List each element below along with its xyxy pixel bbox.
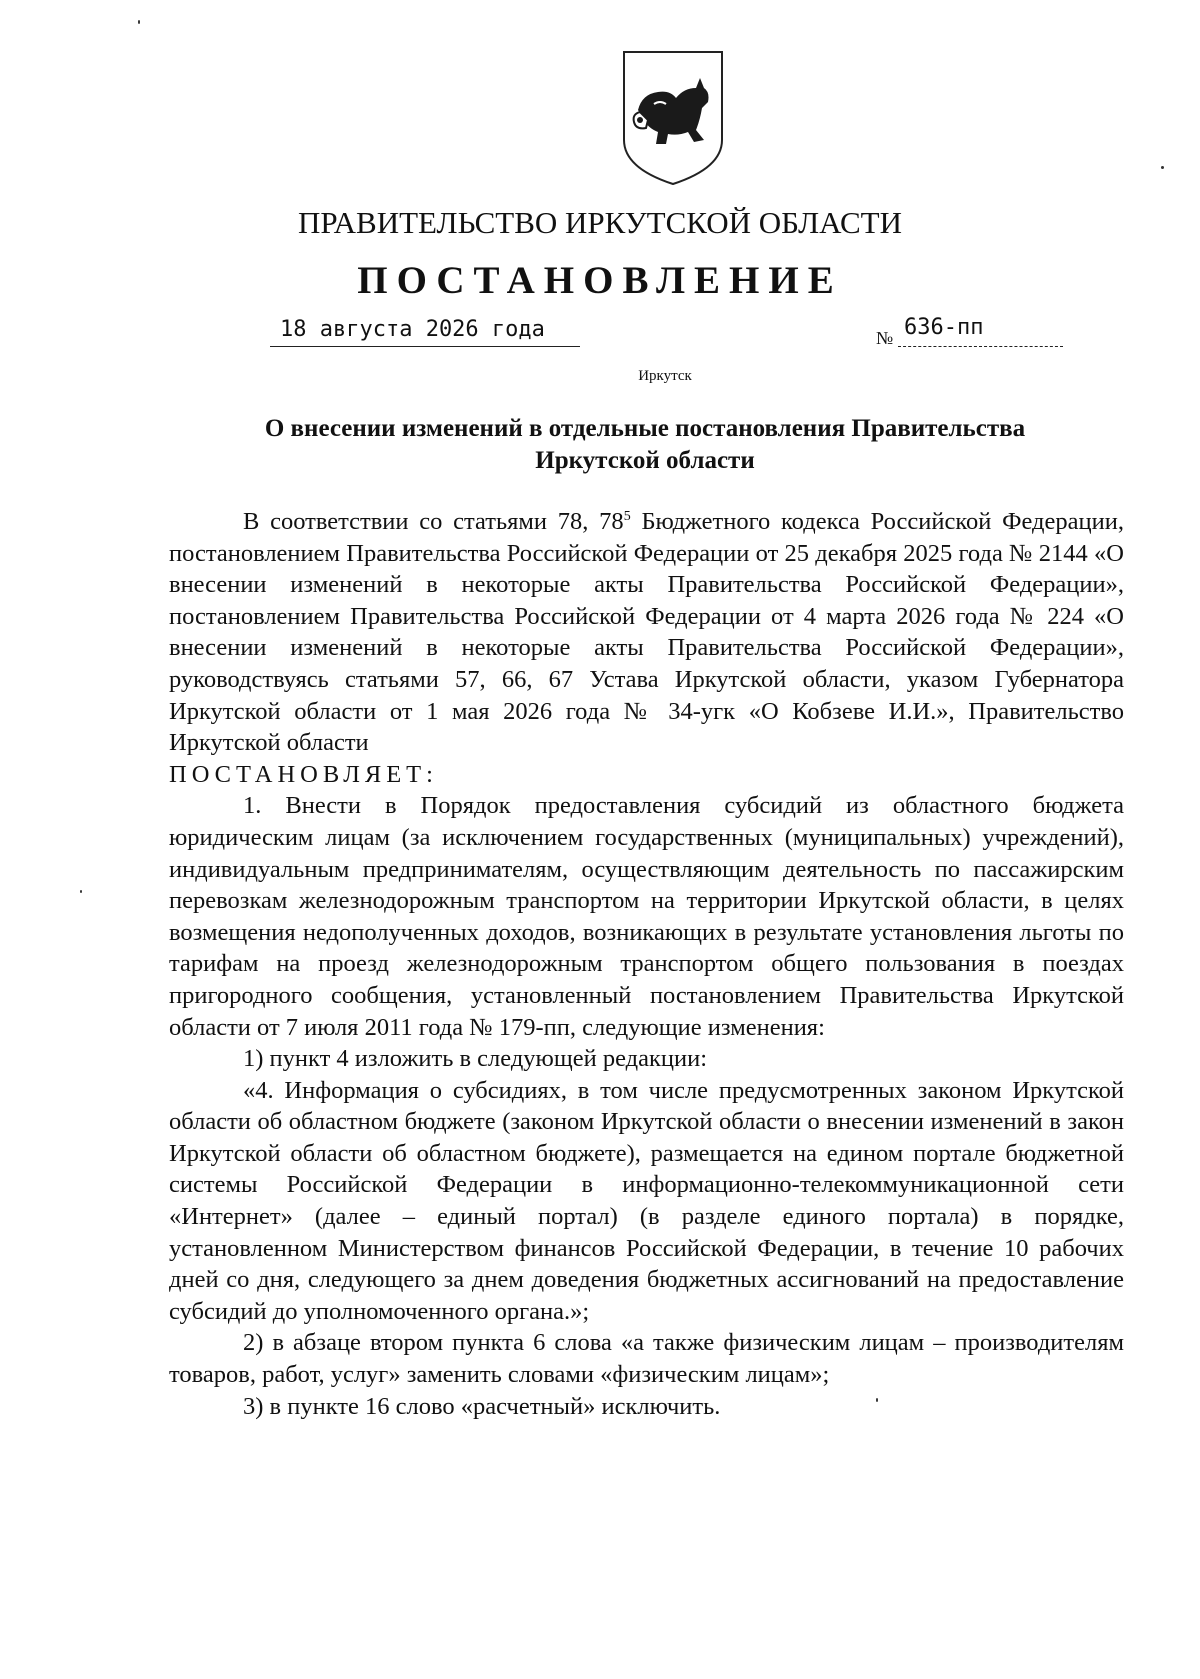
preamble-rest: Бюджетного кодекса Российской Федерации, постановлением Правительства Российской Федерации от 25 декабря 2025 года № 2144 «О внесении изменений в некоторые акты Правительства Российской Федерации», постановлением Правительства Российской Федерации от 4 марта 2026 года № 224 «О внесении изменений в некоторые акты Правительства Российской Федерации», руководствуясь статьями 57, 66, 67 Устава Иркутской области, указом Губернатора Иркутской области от 1 мая 2026 года № 34-угк «О Кобзеве И.И.», Правительство Иркутской области	[169, 508, 1124, 757]
subitem-2-paragraph: 2) в абзаце втором пункта 6 слова «а также физическим лицам – производителям товаров, работ, услуг» заменить словами «физическим лицам»;	[169, 1329, 1124, 1389]
resolve-word: ПОСТАНОВЛЯЕТ:	[169, 760, 438, 788]
item-1-paragraph: 1. Внести в Порядок предоставления субсидий из областного бюджета юридическим лицам (за исключением государственных (муниципальных) учреждений), индивидуальным предпринимателям, осуществляющим деятельность по пассажирским перевозкам железнодорожным транспортом на территории Иркутской области, в целях возмещения недополученных доходов, возникающих в результате установления льготы по тарифам на проезд железнодорожным транспортом общего пользования в поездах пригородного сообщения, установленный постановлением Правительства Иркутской области от 7 июля 2011 года № 179-пп, следующие изменения:	[169, 792, 1124, 1041]
scan-speck	[138, 20, 140, 24]
number-underline	[898, 346, 1063, 347]
scan-speck	[80, 890, 82, 893]
quote-paragraph: «4. Информация о субсидиях, в том числе предусмотренных законом Иркутской области об областном бюджете (законом Иркутской области о внесении изменений в закон Иркутской области об областном бюджете), размещается на едином портале бюджетной системы Российской Федерации в информационно-телекоммуникационной сети «Интернет» (далее – единый портал) (в разделе единого портала) в порядке, установленном Министерством финансов Российской Федерации, в течение 10 рабочих дней со дня, следующего за днем доведения бюджетных ассигнований на предоставление субсидий до уполномоченного органа.»;	[169, 1076, 1124, 1325]
preamble-start: В соответствии со статьями 78, 78	[243, 508, 624, 535]
subitem-3-paragraph: 3) в пункте 16 слово «расчетный» исключить.	[243, 1392, 721, 1420]
subject-line-2: Иркутской области	[535, 447, 755, 474]
document-city: Иркутск	[638, 368, 692, 384]
document-date: 18 августа 2026 года	[280, 317, 545, 342]
document-number: 636-пп	[904, 315, 984, 340]
scan-speck	[876, 1398, 878, 1402]
subject-line-1: О внесении изменений в отдельные постановления Правительства	[264, 415, 1026, 442]
scan-speck	[1161, 166, 1164, 169]
document-subject	[180, 413, 1110, 477]
date-underline	[270, 346, 580, 347]
preamble-paragraph	[169, 506, 1124, 759]
article-superscript: 5	[623, 508, 631, 524]
document-body	[169, 506, 1124, 1422]
subitem-1-paragraph: 1) пункт 4 изложить в следующей редакции:	[243, 1045, 708, 1073]
government-name: ПРАВИТЕЛЬСТВО ИРКУТСКОЙ ОБЛАСТИ	[297, 205, 902, 240]
number-sign: №	[876, 328, 894, 348]
document-type: ПОСТАНОВЛЕНИЕ	[357, 259, 843, 302]
irkutsk-coat-of-arms-icon	[618, 48, 728, 188]
